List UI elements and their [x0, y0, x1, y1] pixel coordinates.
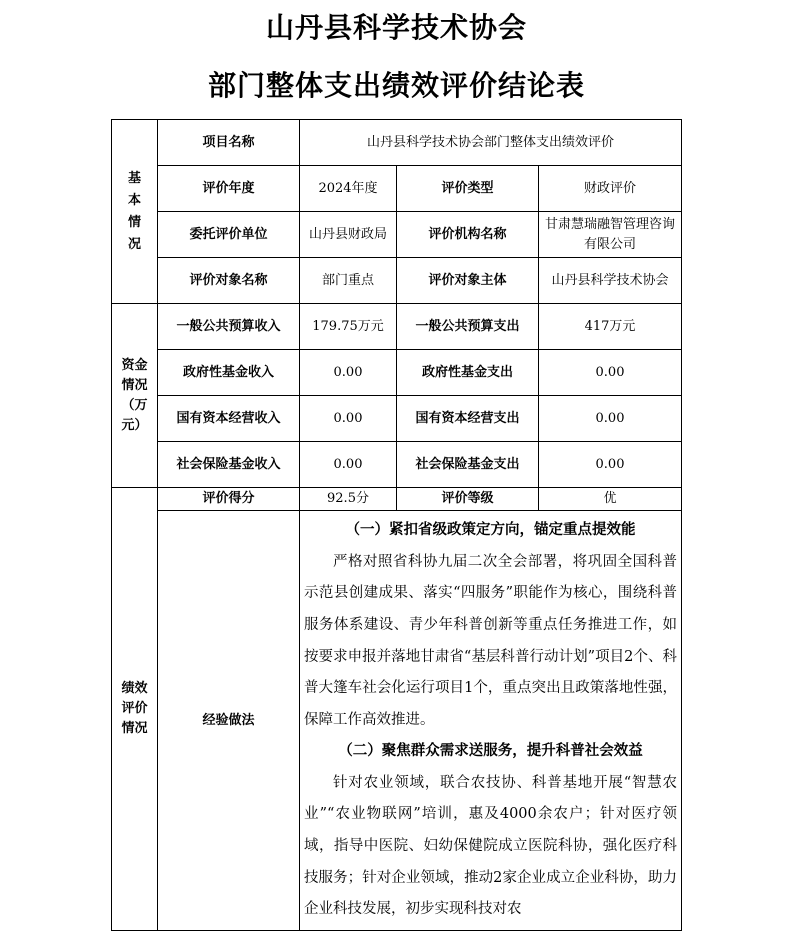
section-heading: （一）紧扣省级政策定方向，锚定重点提效能	[345, 522, 636, 539]
document-subtitle: 部门整体支出绩效评价结论表	[207, 69, 585, 102]
fund-expense-label: 一般公共预算支出	[397, 304, 539, 350]
grade-value: 优	[539, 488, 682, 511]
fund-income-value: 0.00	[300, 396, 397, 442]
table-row	[112, 212, 682, 258]
fund-income-label: 政府性基金收入	[158, 350, 300, 396]
project-name-label: 项目名称	[158, 120, 300, 166]
grade-label: 评价等级	[397, 488, 539, 511]
performance-group-label: 绩效评价情况	[112, 488, 158, 931]
eval-subject-label: 评价对象主体	[397, 258, 539, 304]
eval-type-label: 评价类型	[397, 166, 539, 212]
eval-year-value: 2024年度	[300, 166, 397, 212]
fund-income-value: 0.00	[300, 442, 397, 488]
table-row	[112, 304, 682, 350]
table-row	[112, 166, 682, 212]
table-row	[112, 120, 682, 166]
table-row	[112, 511, 682, 931]
fund-income-label: 国有资本经营收入	[158, 396, 300, 442]
eval-year-label: 评价年度	[158, 166, 300, 212]
fund-expense-value: 0.00	[539, 350, 682, 396]
client-unit-value: 山丹县财政局	[300, 212, 397, 258]
section-heading: （二）聚焦群众需求送服务，提升科普社会效益	[338, 743, 643, 760]
fund-expense-value: 417万元	[539, 304, 682, 350]
project-name-value: 山丹县科学技术协会部门整体支出绩效评价	[300, 120, 682, 166]
eval-type-value: 财政评价	[539, 166, 682, 212]
experience-content	[300, 511, 682, 931]
table-row	[112, 258, 682, 304]
funds-group-label: 资金情况（万元）	[112, 304, 158, 488]
table-row	[112, 350, 682, 396]
fund-expense-label: 社会保险基金支出	[397, 442, 539, 488]
fund-income-value: 0.00	[300, 350, 397, 396]
fund-income-label: 一般公共预算收入	[158, 304, 300, 350]
eval-object-value: 部门重点	[300, 258, 397, 304]
score-label: 评价得分	[158, 488, 300, 511]
fund-income-value: 179.75万元	[300, 304, 397, 350]
eval-agency-label: 评价机构名称	[397, 212, 539, 258]
section-paragraph: 严格对照省科协九届二次全会部署，将巩固全国科普示范县创建成果、落实“四服务”职能作为核心，围绕科普服务体系建设、青少年科普创新等重点任务推进工作，如按要求申报并落地甘肃省“基层科普行动计划”项目2个、科普大篷车社会化运行项目1个，重点突出且政策落地性强，保障工作高效推进。	[304, 553, 678, 728]
table-row	[112, 442, 682, 488]
fund-income-label: 社会保险基金收入	[158, 442, 300, 488]
table-row	[112, 488, 682, 511]
eval-subject-value: 山丹县科学技术协会	[539, 258, 682, 304]
experience-label: 经验做法	[158, 511, 300, 931]
section-paragraph: 针对农业领域，联合农技协、科普基地开展“智慧农业”“农业物联网”培训，惠及4000余农户；针对医疗领域，指导中医院、妇幼保健院成立医院科协，强化医疗科技服务；针对企业领域，推动2家企业成立企业科协，助力企业科技发展，初步实现科技对农	[304, 774, 678, 918]
document-title: 山丹县科学技术协会	[265, 11, 527, 44]
conclusion-table	[111, 119, 682, 931]
fund-expense-label: 国有资本经营支出	[397, 396, 539, 442]
score-value: 92.5分	[300, 488, 397, 511]
fund-expense-value: 0.00	[539, 396, 682, 442]
basic-info-group-label: 基本情况	[112, 120, 158, 304]
table-row	[112, 396, 682, 442]
fund-expense-label: 政府性基金支出	[397, 350, 539, 396]
eval-agency-value: 甘肃慧瑞融智管理咨询有限公司	[539, 212, 682, 258]
fund-expense-value: 0.00	[539, 442, 682, 488]
client-unit-label: 委托评价单位	[158, 212, 300, 258]
eval-object-label: 评价对象名称	[158, 258, 300, 304]
